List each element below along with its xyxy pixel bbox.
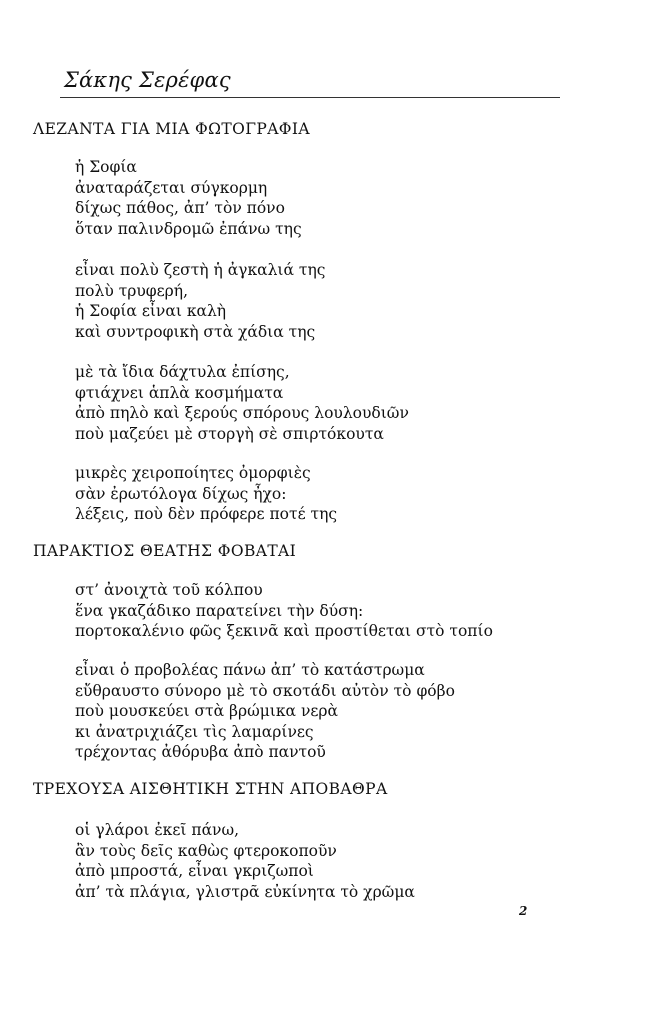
verse-line: ποὺ μαζεύει μὲ στοργὴ σὲ σπιρτόκουτα [75,424,384,443]
verse-line: τρέχοντας ἀθόρυβα ἀπὸ παντοῦ [75,743,326,762]
verse-line: μὲ τὰ ἴδια δάχτυλα ἐπίσης, [75,363,290,381]
verse-line: ὅταν παλινδρομῶ ἐπάνω της [75,219,302,238]
verse-line: δίχως πάθος, ἀπ’ τὸν πόνο [75,199,285,218]
stanza [75,260,325,342]
poem-title: ΛΕΖΑΝΤΑ ΓΙΑ ΜΙΑ ΦΩΤΟΓΡΑΦΙΑ [33,120,311,138]
verse-line: πολὺ τρυφερή, [75,281,189,300]
stanza [75,580,493,642]
verse-line: ποὺ μουσκεύει στὰ βρώμικα νερὰ [75,702,338,721]
verse-line: ἀπὸ πηλὸ καὶ ξερούς σπόρους λουλουδιῶν [75,404,409,423]
verse-line: φτιάχνει ἁπλὰ κοσμήματα [75,383,284,402]
poem-title: ΠΑΡΑΚΤΙΟΣ ΘΕΑΤΗΣ ΦΟΒΑΤΑΙ [33,542,297,560]
verse-line: εἶναι πολὺ ζεστὴ ἡ ἀγκαλιά της [75,261,326,279]
verse-line: καὶ συντροφικὴ στὰ χάδια της [75,322,316,341]
page-number: 2 [519,904,528,918]
verse-line: στ’ ἀνοιχτὰ τοῦ κόλπου [75,581,263,599]
verse-line: ἀπὸ μπροστά, εἶναι γκριζωποὶ [75,862,314,881]
verse-line: λέξεις, ποὺ δὲν πρόφερε ποτέ της [75,505,338,524]
verse-line: οἱ γλάροι ἐκεῖ πάνω, [75,821,240,839]
verse-line: κι ἀνατριχιάζει τὶς λαμαρίνες [75,722,314,741]
verse-line: ἕνα γκαζάδικο παρατείνει τὴν δύση: [75,601,364,620]
stanza [75,157,302,239]
verse-line: ἀπ’ τὰ πλάγια, γλιστρᾶ εὐκίνητα τὸ χρῶμα [75,882,415,901]
stanza [75,362,409,444]
verse-line: εἶναι ὁ προβολέας πάνω ἀπ’ τὸ κατάστρωμα [75,661,425,679]
verse-line: εὔθραυστο σύνορο μὲ τὸ σκοτάδι αὐτὸν τὸ φόβο [75,681,455,700]
header-rule [60,97,560,98]
stanza [75,463,337,525]
verse-line: σὰν ἐρωτόλογα δίχως ἦχο: [75,484,287,503]
author-name: Σάκης Σερέφας [64,68,231,92]
verse-line: μικρὲς χειροποίητες ὀμορφιὲς [75,464,311,482]
stanza [75,660,455,763]
stanza [75,820,415,902]
poem-title: ΤΡΕΧΟΥΣΑ ΑΙΣΘΗΤΙΚΗ ΣΤΗΝ ΑΠΟΒΑΘΡΑ [33,780,388,798]
verse-line: ἡ Σοφία εἶναι καλὴ [75,302,227,321]
verse-line: ἡ Σοφία [75,158,137,176]
verse-line: πορτοκαλένιο φῶς ξεκινᾶ καὶ προστίθεται στὸ τοπίο [75,622,493,641]
verse-line: ἂν τοὺς δεῖς καθὼς φτεροκοποῦν [75,841,337,860]
verse-line: ἀναταράζεται σύγκορμη [75,178,268,197]
